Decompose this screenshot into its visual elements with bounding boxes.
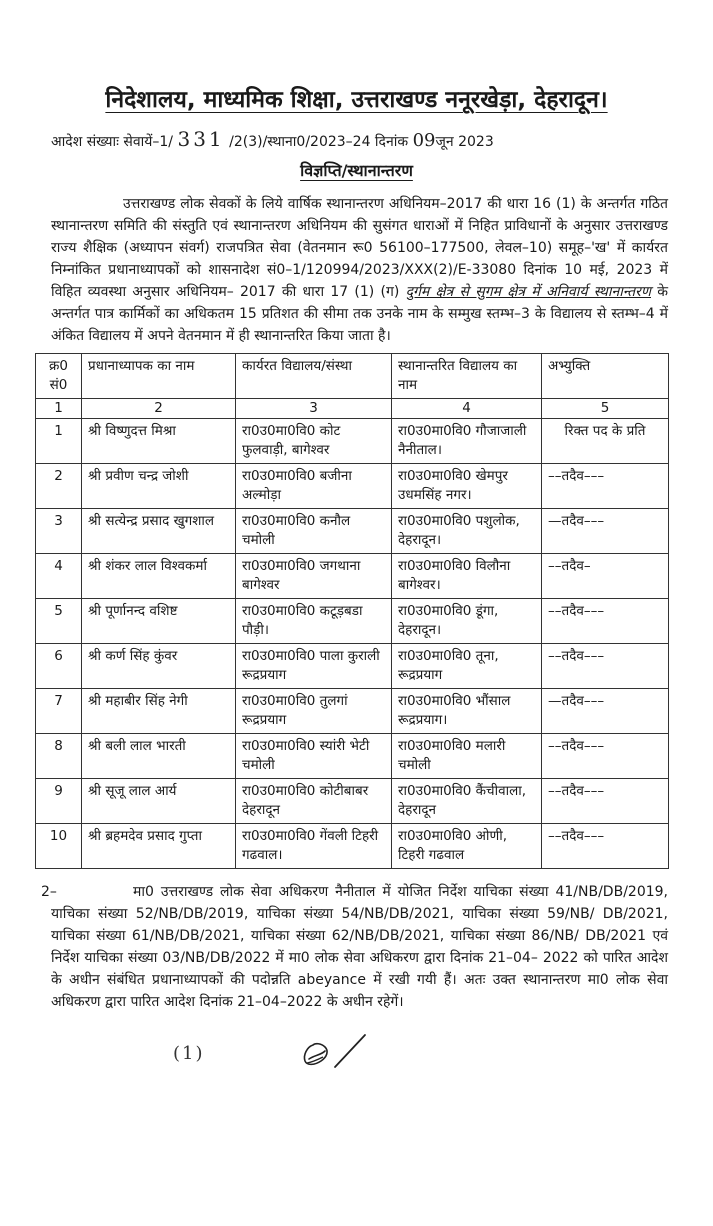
cell-remark: ––तदैव–––	[542, 464, 669, 509]
cell-serial: 3	[36, 509, 82, 554]
cell-headmaster-name: श्री प्रवीण चन्द्र जोशी	[82, 464, 236, 509]
column-number: 4	[392, 399, 542, 419]
page-mark-handwritten: (1)	[173, 1043, 205, 1064]
cell-transferred-school: रा0उ0मा0वि0 भौंसाल रूद्रप्रयाग।	[392, 689, 542, 734]
column-number: 2	[82, 399, 236, 419]
cell-transferred-school: रा0उ0मा0वि0 तूना, रूद्रप्रयाग	[392, 644, 542, 689]
column-number-row	[36, 399, 669, 419]
cell-headmaster-name: श्री विष्णुदत्त मिश्रा	[82, 419, 236, 464]
order-date: जून 2023	[435, 134, 494, 150]
table-row	[36, 599, 669, 644]
header-name: प्रधानाध्यापक का नाम	[82, 354, 236, 399]
document-title	[25, 84, 688, 116]
cell-current-school: रा0उ0मा0वि0 स्यांरी भेटी चमोली	[236, 734, 392, 779]
date-day-handwritten: 09	[412, 130, 436, 151]
office-name: निदेशालय, माध्यमिक शिक्षा, उत्तराखण्ड ननूरखेड़ा, देहरादून।	[105, 87, 608, 113]
cell-remark: ––तदैव–––	[542, 599, 669, 644]
cell-remark: —तदैव–––	[542, 689, 669, 734]
cell-transferred-school: रा0उ0मा0वि0 डूंगा, देहरादून।	[392, 599, 542, 644]
paragraph-2	[41, 881, 668, 1013]
cell-headmaster-name: श्री सूजू लाल आर्य	[82, 779, 236, 824]
cell-current-school: रा0उ0मा0वि0 कोटीबाबर देहरादून	[236, 779, 392, 824]
paragraph-1-text-after: के अन्तर्गत पात्र कार्मिकों का अधिकतम 15 प्रतिशत की सीमा तक उनके नाम के सम्मुख स्तम्भ–3 के विद्यालय से स्तम्भ–4 में अंकित विद्यालय में अपने वेतनमान में ही स्थानान्तरित किया जाता है।	[51, 284, 669, 344]
cell-headmaster-name: श्री पूर्णानन्द वशिष्ट	[82, 599, 236, 644]
cell-headmaster-name: श्री महाबीर सिंह नेगी	[82, 689, 236, 734]
cell-serial: 5	[36, 599, 82, 644]
paragraph-2-number: 2–	[41, 884, 57, 900]
cell-remark: ––तदैव–––	[542, 644, 669, 689]
cell-transferred-school: रा0उ0मा0वि0 ओणी, टिहरी गढवाल	[392, 824, 542, 869]
signature	[299, 1029, 379, 1077]
cell-remark: ––तदैव–––	[542, 824, 669, 869]
footer	[45, 1023, 668, 1093]
table-row	[36, 509, 669, 554]
cell-serial: 10	[36, 824, 82, 869]
order-number-handwritten: 331	[177, 127, 225, 151]
cell-current-school: रा0उ0मा0वि0 बजीना अल्मोड़ा	[236, 464, 392, 509]
cell-headmaster-name: श्री ब्रहमदेव प्रसाद गुप्ता	[82, 824, 236, 869]
cell-transferred-school: रा0उ0मा0वि0 कैंचीवाला, देहरादून	[392, 779, 542, 824]
column-number: 5	[542, 399, 669, 419]
table-row	[36, 644, 669, 689]
cell-serial: 4	[36, 554, 82, 599]
cell-current-school: रा0उ0मा0वि0 कटूड़बडा पौड़ी।	[236, 599, 392, 644]
table-row	[36, 689, 669, 734]
cell-headmaster-name: श्री शंकर लाल विश्वकर्मा	[82, 554, 236, 599]
column-number: 3	[236, 399, 392, 419]
cell-headmaster-name: श्री सत्येन्द्र प्रसाद खुगशाल	[82, 509, 236, 554]
cell-current-school: रा0उ0मा0वि0 गेंवली टिहरी गढवाल।	[236, 824, 392, 869]
table-row	[36, 554, 669, 599]
cell-transferred-school: रा0उ0मा0वि0 खेमपुर उधमसिंह नगर।	[392, 464, 542, 509]
cell-headmaster-name: श्री बली लाल भारती	[82, 734, 236, 779]
cell-current-school: रा0उ0मा0वि0 कोट फुलवाड़ी, बागेश्वर	[236, 419, 392, 464]
header-transferred-school: स्थानान्तरित विद्यालय का नाम	[392, 354, 542, 399]
header-serial: क्र0 सं0	[36, 354, 82, 399]
cell-current-school: रा0उ0मा0वि0 कनौल चमोली	[236, 509, 392, 554]
cell-remark: ––तदैव–	[542, 554, 669, 599]
table-row	[36, 734, 669, 779]
cell-remark: ––तदैव–––	[542, 779, 669, 824]
order-prefix: आदेश संख्याः सेवायें–1/	[51, 134, 174, 150]
table-row	[36, 419, 669, 464]
signature-icon	[299, 1029, 379, 1073]
order-suffix: /2(3)/स्थाना0/2023–24 दिनांक	[229, 134, 409, 150]
transfer-table	[35, 353, 669, 869]
notice-subtitle-text: विज्ञप्ति/स्थानान्तरण	[300, 161, 413, 180]
header-remark: अभ्युक्ति	[542, 354, 669, 399]
cell-serial: 2	[36, 464, 82, 509]
paragraph-2-text: मा0 उत्तराखण्ड लोक सेवा अधिकरण नैनीताल में योजित निर्देश याचिका संख्या 41/NB/DB/2019, याचिका संख्या 52/NB/DB/2019, याचिका संख्या 54/NB/DB/2021, याचिका संख्या 59/NB/ DB/2021, याचिका संख्या 61/NB/DB/2021, याचिका संख्या 62/NB/DB/2021, याचिका संख्या 86/NB/ DB/2021 एवं निर्देश याचिका संख्या 03/NB/DB/2022 में मा0 लोक सेवा अधिकरण द्वारा दिनांक 21–04– 2022 को पारित आदेश के अधीन संबंधित प्रधानाध्यापकों की पदोन्नति abeyance में रखी गयी हैं। अतः उक्त स्थानान्तरण मा0 लोक सेवा अधिकरण द्वारा पारित आदेश दिनांक 21–04–2022 के अधीन रहेगें।	[51, 884, 668, 1010]
table-row	[36, 464, 669, 509]
cell-transferred-school: रा0उ0मा0वि0 पशुलोक, देहरादून।	[392, 509, 542, 554]
notice-subtitle	[45, 159, 668, 183]
cell-transferred-school: रा0उ0मा0वि0 विलौना बागेश्वर।	[392, 554, 542, 599]
cell-transferred-school: रा0उ0मा0वि0 गौजाजाली नैनीताल।	[392, 419, 542, 464]
cell-serial: 8	[36, 734, 82, 779]
table-header-row	[36, 354, 669, 399]
cell-remark: ––तदैव–––	[542, 734, 669, 779]
cell-serial: 7	[36, 689, 82, 734]
cell-current-school: रा0उ0मा0वि0 जगथाना बागेश्वर	[236, 554, 392, 599]
paragraph-1-emphasis: दुर्गम क्षेत्र से सुगम क्षेत्र में अनिवार्य स्थानान्तरण	[405, 284, 651, 300]
paragraph-1	[51, 193, 668, 347]
column-number: 1	[36, 399, 82, 419]
header-current-school: कार्यरत विद्यालय/संस्था	[236, 354, 392, 399]
cell-serial: 1	[36, 419, 82, 464]
order-reference	[51, 126, 668, 155]
cell-serial: 9	[36, 779, 82, 824]
cell-serial: 6	[36, 644, 82, 689]
cell-transferred-school: रा0उ0मा0वि0 मलारी चमोली	[392, 734, 542, 779]
cell-current-school: रा0उ0मा0वि0 पाला कुराली रूद्रप्रयाग	[236, 644, 392, 689]
cell-remark: रिक्त पद के प्रति	[542, 419, 669, 464]
cell-headmaster-name: श्री कर्ण सिंह कुंवर	[82, 644, 236, 689]
paragraph-1-text-before: उत्तराखण्ड लोक सेवकों के लिये वार्षिक स्थानान्तरण अधिनियम–2017 की धारा 16 (1) के अन्तर्गत गठित स्थानान्तरण समिति की संस्तुति एवं स्थानान्तरण अधिनियम की सुसंगत धाराओं में निहित प्राविधानों के अनुसार उत्तराखण्ड राज्य शैक्षिक (अध्यापन संवर्ग) राजपत्रित सेवा (वेतनमान रू0 56100–177500, लेवल–10) समूह–'ख' में कार्यरत निम्नांकित प्रधानाध्यापकों को शासनादेश सं0–1/120994/2023/XXX(2)/E-33080 दिनांक 10 मई, 2023 में विहित व्यवस्था अनुसार अधिनियम– 2017 की धारा 17 (1) (ग)	[51, 196, 668, 300]
cell-current-school: रा0उ0मा0वि0 तुलगां रूद्रप्रयाग	[236, 689, 392, 734]
table-row	[36, 824, 669, 869]
cell-remark: —तदैव–––	[542, 509, 669, 554]
table-row	[36, 779, 669, 824]
